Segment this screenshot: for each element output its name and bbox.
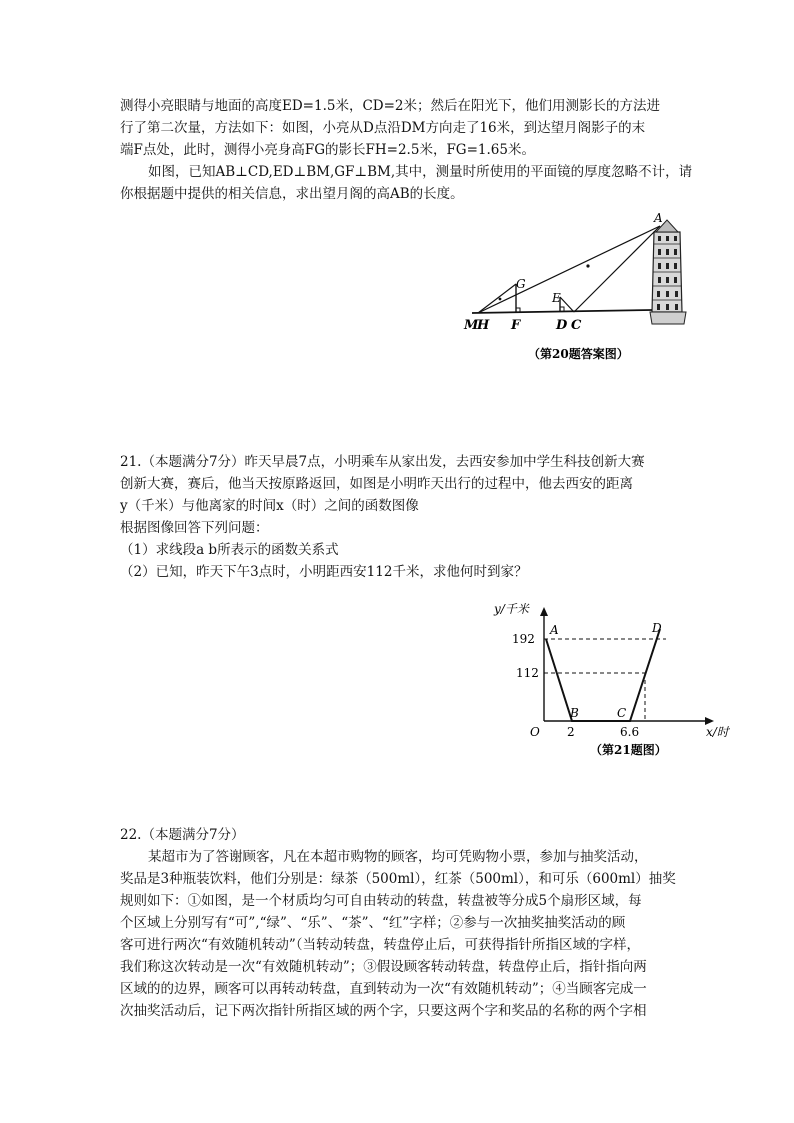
q22-line-3: 奖品是3种瓶装饮料，他们分别是：绿茶（500ml），红茶（500ml），和可乐（600ml）抽奖 (120, 871, 676, 887)
q21-line-5: （1）求线段a b所表示的函数关系式 (120, 542, 339, 558)
figure-21-caption: （第21题图） (590, 743, 667, 757)
label-C: C (571, 318, 582, 333)
label-F: F (511, 318, 521, 333)
figure-20 (450, 212, 690, 372)
label-H: H (477, 318, 490, 333)
y-tick-112: 112 (516, 666, 539, 680)
q22-line-1: 22.（本题满分7分） (120, 827, 245, 843)
q21-line-3: y（千米）与他离家的时间x（时）之间的函数图像 (120, 498, 419, 514)
q22-line-2: 某超市为了答谢顾客，凡在本超市购物的顾客，均可凭购物小票，参加与抽奖活动， (148, 849, 648, 865)
q22-line-4: 规则如下：①如图，是一个材质均匀可自由转动的转盘，转盘被等分成5个扇形区域，每 (120, 893, 642, 909)
label-D: D (556, 318, 568, 333)
q21-line-2: 创新大赛，赛后，他当天按原路返回，如图是小明昨天出行的过程中，他去西安的距离 (120, 476, 633, 492)
point-D: D (652, 621, 662, 635)
q20-line-3: 端F点处，此时，测得小亮身高FG的影长FH=2.5米，FG=1.65米。 (120, 142, 535, 158)
point-A: A (550, 623, 559, 637)
origin-label: O (530, 725, 540, 739)
label-G: G (516, 277, 526, 291)
y-tick-192: 192 (512, 632, 535, 646)
x-tick-2: 2 (567, 725, 575, 739)
x-tick-6-6: 6.6 (620, 725, 640, 739)
q20-line-4: 如图，已知AB⊥CD,ED⊥BM,GF⊥BM,其中，测量时所使用的平面镜的厚度忽略不计，请 (148, 164, 693, 180)
y-axis-label: y/千米 (494, 602, 529, 616)
q21-line-6: （2）已知，昨天下午3点时，小明距西安112千米，求他何时到家？ (120, 564, 528, 580)
point-C: C (617, 706, 627, 720)
q20-line-2: 行了第二次量，方法如下：如图，小亮从D点沿DM方向走了16米，到达望月阁影子的末 (120, 120, 646, 136)
figure-21 (490, 596, 730, 766)
q20-line-1: 测得小亮眼睛与地面的高度ED=1.5米，CD=2米；然后在阳光下，他们用测影长的方法进 (120, 98, 661, 114)
q21-line-4: 根据图像回答下列问题： (120, 520, 269, 536)
label-M: M (464, 318, 479, 333)
tower-drawing (650, 220, 686, 324)
q22-line-6: 客可进行两次“有效随机转动”（当转动转盘，转盘停止后，可获得指针所指区域的字样， (120, 937, 641, 953)
label-A: A (654, 212, 663, 225)
label-E: E (552, 291, 561, 305)
q22-line-7: 我们称这次转动是一次“有效随机转动”；③假设顾客转动转盘，转盘停止后，指针指向两 (120, 959, 647, 975)
figure-20-caption: （第20题答案图） (528, 347, 629, 361)
q20-line-5: 你根据题中提供的相关信息，求出望月阁的高AB的长度。 (120, 186, 464, 202)
q22-line-5: 个区域上分别写有“可”,“绿”、“乐”、“茶”、“红”字样；②参与一次抽奖抽奖活动的顾 (120, 915, 626, 931)
q22-line-8: 区域的的边界，顾客可以再转动转盘，直到转动为一次“有效随机转动”；④当顾客完成一 (120, 981, 647, 997)
point-B: B (570, 706, 579, 720)
q21-line-1: 21.（本题满分7分）昨天早晨7点，小明乘车从家出发，去西安参加中学生科技创新大赛 (120, 454, 645, 470)
q22-line-9: 次抽奖活动后，记下两次指针所指区域的两个字，只要这两个字和奖品的名称的两个字相 (120, 1003, 647, 1019)
x-axis-label: x/时 (706, 725, 729, 739)
